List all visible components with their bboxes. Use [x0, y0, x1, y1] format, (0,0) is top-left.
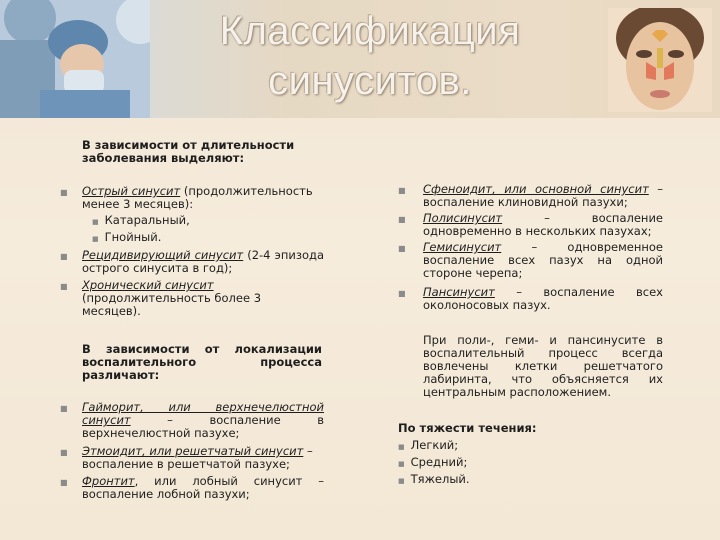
recurrent-desc: (2-4 эпизода острого синусита в год);	[82, 248, 324, 275]
note-paragraph: При поли-, геми- и пансинусите в воспалительный процесс всегда вовлечены клетки решетчатого лабиринта, что объясняется их центральным расположением.	[423, 333, 663, 399]
acute-sub-item	[92, 214, 312, 229]
list-item-ethmoid	[82, 445, 327, 471]
surgeons-photo	[0, 0, 150, 118]
square-bullet-icon: ■	[398, 460, 405, 468]
severity-label: Средний;	[410, 455, 468, 469]
list-item-frontal	[82, 475, 324, 501]
square-bullet-icon: ■	[398, 244, 406, 253]
frontal-desc: , или лобный синусит – воспаление лобной пазухи;	[82, 474, 324, 501]
header-band	[0, 0, 720, 118]
list-item-pan	[423, 286, 663, 312]
severity-heading-label: По тяжести течения:	[398, 421, 537, 435]
square-bullet-icon: ■	[60, 188, 68, 197]
severity-item	[398, 456, 598, 471]
poly-term: Полисинусит	[423, 211, 503, 225]
pan-term: Пансинусит	[423, 285, 495, 299]
hemi-desc: – одновременное воспаление всех пазух на одной стороне черепа;	[423, 240, 663, 280]
severity-label: Легкий;	[410, 438, 459, 452]
sinus-face-image	[608, 8, 712, 112]
maxillary-term: Гайморит, или верхнечелюстной синусит	[82, 400, 324, 427]
hemi-term: Гемисинусит	[423, 240, 502, 254]
sphenoid-desc: – воспаление клиновидной пазухи;	[423, 182, 663, 209]
square-bullet-icon: ■	[60, 478, 68, 487]
ethmoid-desc: – воспаление в решетчатой пазухе;	[82, 444, 313, 471]
severity-label: Тяжелый.	[410, 472, 470, 486]
pan-desc: – воспаление всех околоносовых пазух.	[423, 285, 663, 312]
list-item-maxillary	[82, 401, 324, 440]
square-bullet-icon: ■	[92, 235, 99, 243]
poly-desc: – воспаление одновременно в нескольких пазухах;	[423, 211, 663, 238]
square-bullet-icon: ■	[398, 215, 406, 224]
chronic-term: Хронический синусит	[82, 278, 214, 292]
square-bullet-icon: ■	[60, 252, 68, 261]
list-item-chronic	[82, 279, 282, 318]
recurrent-term: Рецидивирующий синусит	[82, 248, 244, 262]
square-bullet-icon: ■	[398, 289, 406, 298]
sphenoid-term: Сфеноидит, или основной синусит	[423, 182, 649, 196]
list-item-recurrent	[82, 249, 324, 275]
severity-item	[398, 473, 598, 488]
square-bullet-icon: ■	[60, 404, 68, 413]
maxillary-desc: – воспаление в верхнечелюстной пазухе;	[82, 413, 324, 440]
severity-item	[398, 439, 598, 454]
square-bullet-icon: ■	[398, 186, 406, 195]
acute-desc: (продолжительность менее 3 месяцев):	[82, 184, 313, 211]
list-item-acute	[82, 185, 327, 211]
frontal-term: Фронтит	[82, 474, 135, 488]
square-bullet-icon: ■	[92, 218, 99, 226]
square-bullet-icon: ■	[398, 477, 405, 485]
duration-heading: В зависимости от длительности заболевания выделяют:	[82, 138, 295, 165]
acute-sub-item	[92, 231, 312, 246]
square-bullet-icon: ■	[60, 282, 68, 291]
list-item-hemi	[423, 241, 663, 280]
acute-sub-label: Гнойный.	[104, 230, 162, 244]
chronic-desc: (продолжительность более 3 месяцев).	[82, 291, 262, 318]
severity-heading	[398, 422, 648, 435]
acute-sub-label: Катаральный,	[104, 213, 190, 227]
location-heading: В зависимости от локализации воспалительного процесса различают:	[82, 342, 322, 382]
page-title: Классификация синуситов.	[219, 9, 521, 103]
ethmoid-term: Этмоидит, или решетчатый синусит	[82, 444, 304, 458]
list-item-poly	[423, 212, 663, 238]
square-bullet-icon: ■	[60, 448, 68, 457]
list-item-sphenoid	[423, 183, 663, 209]
acute-term: Острый синусит	[82, 184, 181, 198]
square-bullet-icon: ■	[398, 443, 405, 451]
